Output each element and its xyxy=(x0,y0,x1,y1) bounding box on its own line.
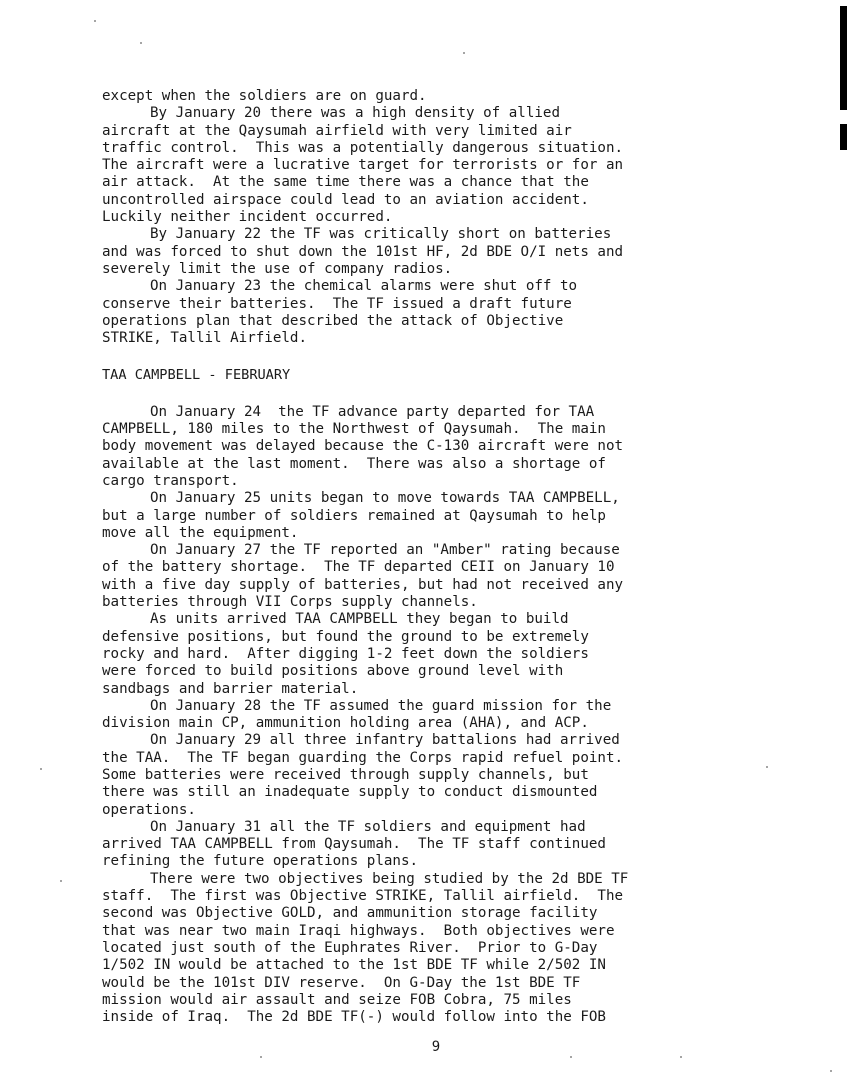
text-line: would be the 101st DIV reserve. On G-Day the 1st BDE TF xyxy=(102,974,581,991)
text-line: On January 28 the TF assumed the guard mission for the xyxy=(150,697,612,714)
text-line: operations plan that described the attack of Objective xyxy=(102,312,564,329)
text-line: move all the equipment. xyxy=(102,524,299,541)
text-line: uncontrolled airspace could lead to an aviation accident. xyxy=(102,191,589,208)
scan-speck xyxy=(60,880,62,882)
text-line: On January 25 units began to move towards TAA CAMPBELL, xyxy=(150,490,620,507)
text-line: The aircraft were a lucrative target for terrorists or for an xyxy=(102,157,624,174)
text-line: On January 23 the chemical alarms were shut off to xyxy=(150,278,578,295)
scan-speck xyxy=(463,52,465,54)
text-line: On January 24 the TF advance party departed for TAA xyxy=(150,403,595,420)
margin-bar-top xyxy=(840,6,847,110)
text-line: mission would air assault and seize FOB Cobra, 75 miles xyxy=(102,991,572,1008)
text-line: there was still an inadequate supply to conduct dismounted xyxy=(102,784,598,801)
text-line: rocky and hard. After digging 1-2 feet down the soldiers xyxy=(102,645,589,662)
text-line: Some batteries were received through supply channels, but xyxy=(102,766,589,783)
text-line: Luckily neither incident occurred. xyxy=(102,209,393,226)
text-line: traffic control. This was a potentially dangerous situation. xyxy=(102,139,624,156)
text-line: batteries through VII Corps supply channels. xyxy=(102,594,478,611)
text-line: located just south of the Euphrates River. Prior to G-Day xyxy=(102,939,598,956)
text-line: cargo transport. xyxy=(102,472,239,489)
text-line: There were two objectives being studied by the 2d BDE TF xyxy=(150,870,629,887)
text-line: aircraft at the Qaysumah airfield with very limited air xyxy=(102,122,572,139)
section-heading: TAA CAMPBELL - FEBRUARY xyxy=(102,367,291,384)
text-line: arrived TAA CAMPBELL from Qaysumah. The TF staff continued xyxy=(102,836,606,853)
text-line: As units arrived TAA CAMPBELL they began to build xyxy=(150,611,569,628)
scan-speck xyxy=(766,766,768,768)
scan-speck xyxy=(680,1056,682,1058)
text-line: On January 27 the TF reported an "Amber" rating because xyxy=(150,542,620,559)
text-line: inside of Iraq. The 2d BDE TF(-) would follow into the FOB xyxy=(102,1009,606,1026)
text-line: that was near two main Iraqi highways. Both objectives were xyxy=(102,922,615,939)
text-line: air attack. At the same time there was a chance that the xyxy=(102,174,589,191)
margin-bar-bottom xyxy=(840,124,847,150)
text-line: available at the last moment. There was also a shortage of xyxy=(102,455,606,472)
text-line: By January 20 there was a high density of allied xyxy=(150,105,560,122)
scan-speck xyxy=(40,768,42,770)
text-line: sandbags and barrier material. xyxy=(102,680,359,697)
text-line: division main CP, ammunition holding area (AHA), and ACP. xyxy=(102,715,589,732)
text-line: defensive positions, but found the ground to be extremely xyxy=(102,628,589,645)
text-line: By January 22 the TF was critically short on batteries xyxy=(150,226,612,243)
scan-speck xyxy=(830,1070,832,1072)
text-line: conserve their batteries. The TF issued a draft future xyxy=(102,295,572,312)
text-line: with a five day supply of batteries, but had not received any xyxy=(102,576,624,593)
text-line: On January 31 all the TF soldiers and equipment had xyxy=(150,818,586,835)
text-line: second was Objective GOLD, and ammunition storage facility xyxy=(102,905,598,922)
text-line: were forced to build positions above ground level with xyxy=(102,663,564,680)
text-line: severely limit the use of company radios. xyxy=(102,260,453,277)
text-line: and was forced to shut down the 101st HF, 2d BDE O/I nets and xyxy=(102,243,624,260)
scan-speck xyxy=(94,20,96,22)
text-line: but a large number of soldiers remained at Qaysumah to help xyxy=(102,507,606,524)
text-line: of the battery shortage. The TF departed CEII on January 10 xyxy=(102,559,615,576)
text-line: CAMPBELL, 180 miles to the Northwest of Qaysumah. The main xyxy=(102,421,606,438)
text-line: STRIKE, Tallil Airfield. xyxy=(102,330,307,347)
page-number: 9 xyxy=(431,1039,441,1055)
scan-speck xyxy=(140,42,142,44)
text-line: operations. xyxy=(102,801,196,818)
text-line: body movement was delayed because the C-130 aircraft were not xyxy=(102,438,624,455)
text-line: refining the future operations plans. xyxy=(102,853,419,870)
scan-speck xyxy=(260,1056,262,1058)
text-line: On January 29 all three infantry battalions had arrived xyxy=(150,732,620,749)
body-text xyxy=(102,88,732,1026)
scan-speck xyxy=(570,1056,572,1058)
text-line: the TAA. The TF began guarding the Corps rapid refuel point. xyxy=(102,749,624,766)
text-line: except when the soldiers are on guard. xyxy=(102,88,427,104)
text-line: staff. The first was Objective STRIKE, Tallil airfield. The xyxy=(102,888,624,905)
text-line: 1/502 IN would be attached to the 1st BDE TF while 2/502 IN xyxy=(102,957,606,974)
